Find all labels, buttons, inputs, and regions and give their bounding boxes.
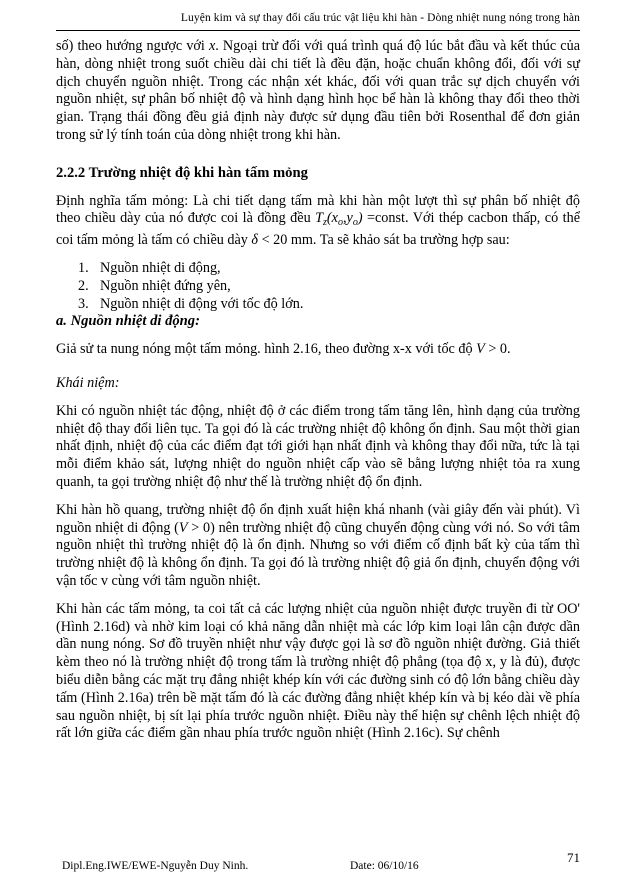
list-number: 3. xyxy=(78,295,89,312)
sub-heading: a. Nguồn nhiệt di động: xyxy=(56,313,200,330)
list-text: Nguồn nhiệt đứng yên, xyxy=(100,277,231,294)
section-heading: 2.2.2 Trường nhiệt độ khi hàn tấm mỏng xyxy=(56,164,308,181)
math-variable-x: x xyxy=(208,38,216,54)
text-run: Định nghĩa tấm mỏng: Là chi tiết dạng tấm mà khi hàn một lượt thì sự phân bố nhiệt độ theo chiều dày của nó được coi là đồng đều xyxy=(56,192,580,227)
math-text: ,y xyxy=(342,210,353,227)
footer-date: Date: 06/10/16 xyxy=(350,860,419,872)
text-run: số) theo hướng ngược với xyxy=(56,38,209,54)
concept-label: Khái niệm: xyxy=(56,374,120,391)
list-item xyxy=(56,278,580,296)
paragraph-continuation xyxy=(56,38,580,145)
text-run: . Ngoại trừ đối với quá trình quá độ lúc bắt đầu và kết thúc của hàn, dòng nhiệt trong suốt chiều dài chi tiết là đều đặn, hoặc chuẩn không đổi, đối với sự dịch chuyển nguồn nhiệt. Trong các nhận xét khác, đối với quan trắc sự dịch chuyển với nguồn nhiệt, sự phân bố nhiệt độ và hình dạng hình học bể hàn là không thay đổi theo thời gian. Trạng thái đồng đều giả định này được sử dụng đầu tiên bởi Rosenthal để đơn giản trong sử lý tính toán của dòng nhiệt trong khi hàn. xyxy=(56,38,580,143)
cases-list xyxy=(56,260,580,313)
page-body xyxy=(56,38,580,743)
list-item xyxy=(56,260,580,278)
header-rule xyxy=(56,30,580,31)
text-run: Khi hàn hồ quang, trường nhiệt độ ổn định xuất hiện khá nhanh (vài giây đến vài phút). Vì nguồn nhiệt di động ( xyxy=(56,501,580,536)
text-run: > 0. xyxy=(484,341,511,358)
list-text: Nguồn nhiệt di động, xyxy=(100,259,221,276)
math-variable-V: V xyxy=(476,341,485,358)
list-number: 1. xyxy=(78,259,89,276)
list-text: Nguồn nhiệt di động với tốc độ lớn. xyxy=(100,295,304,312)
math-variable-delta: δ xyxy=(251,232,259,249)
text-run: < 20 mm. Ta sẽ khảo sát ba trường hợp sau: xyxy=(258,232,510,249)
paragraph-thin-plate-definition xyxy=(56,193,580,250)
math-variable-V: V xyxy=(178,519,188,536)
text-run: Giả sử ta nung nóng một tấm mỏng. hình 2.16, theo đường x-x với tốc độ xyxy=(56,341,477,358)
paragraph-unstable-field: Khi có nguồn nhiệt tác động, nhiệt độ ở các điểm trong tấm tăng lên, hình dạng của trường nhiệt độ thay đổi liên tục. Ta gọi đó là các trường nhiệt độ không ổn định. Sau một thời gian nhất định, nhiệt độ của các điểm đạt tới giới hạn nhất định và không thay đổi nữa, tức là tại mỗi điểm khảo sát, lượng nhiệt do nguồn nhiệt cấp vào sẽ bằng lượng nhiệt tỏa ra xung quanh, ta gọi trường nhiệt độ như thế là trường nhiệt độ ổn định. xyxy=(56,402,580,490)
math-subscript-o: o xyxy=(352,217,358,229)
math-variable-T: T xyxy=(315,210,324,227)
list-item xyxy=(56,296,580,314)
paragraph-quasi-stable-field xyxy=(56,502,580,591)
paragraph-line-heat-source: Khi hàn các tấm mỏng, ta coi tất cả các lượng nhiệt của nguồn nhiệt được truyền đi từ OO' (Hình 2.16d) và nhờ kim loại có khả năng dẫn nhiệt mà các lớp kim loại lân cận được dần dần nung nóng. Sơ đồ truyền nhiệt như vậy được gọi là sơ đồ nguồn nhiệt đường. Giả thiết kèm theo nó là trường nhiệt độ trong tấm là trường nhiệt độ phẳng (tọa độ x, y là đủ), được biểu diễn bằng các mặt trụ đẳng nhiệt khép kín với các đường sinh có độ lớn bằng chiều dày tấm (Hình 2.16a) trên bề mặt tấm đó là các đường đẳng nhiệt khép kín và bị kéo dài về phía sau nguồn nhiệt, bị sít lại phía trước nguồn nhiệt. Điều này thể hiện sự chênh lệch nhiệt độ rất lớn giữa các điểm gần nhau phía trước nguồn nhiệt (Hình 2.16c). Sự chênh xyxy=(56,600,580,742)
math-subscript-z: z xyxy=(323,217,327,229)
footer-author: Dipl.Eng.IWE/EWE-Nguyễn Duy Ninh. xyxy=(62,860,249,872)
page-number: 71 xyxy=(567,850,580,865)
math-subscript-o: o xyxy=(337,217,343,229)
list-number: 2. xyxy=(78,277,89,294)
text-run: > 0) nên trường nhiệt độ cũng chuyển động cùng với nó. So với tâm nguồn nhiệt thì trường nhiệt độ là ổn định. Nhưng so với điểm cố định bất kỳ của tấm thì trường nhiệt độ là không ổn định. Ta gọi đó là trường nhiệt độ giả ổn định, chuyển động với vận tốc v cùng với tâm nguồn nhiệt. xyxy=(56,519,580,589)
text-run: =const. Với thép cacbon thấp, có thể coi tấm mỏng là tấm có chiều dày xyxy=(56,210,580,249)
paragraph-assumption xyxy=(56,341,580,359)
math-text: ) xyxy=(357,210,363,227)
math-text: (x xyxy=(326,210,338,227)
running-header: Luyện kim và sự thay đổi cấu trúc vật liệu khi hàn - Dòng nhiệt nung nóng trong hàn xyxy=(180,12,580,24)
page-footer xyxy=(56,848,580,878)
